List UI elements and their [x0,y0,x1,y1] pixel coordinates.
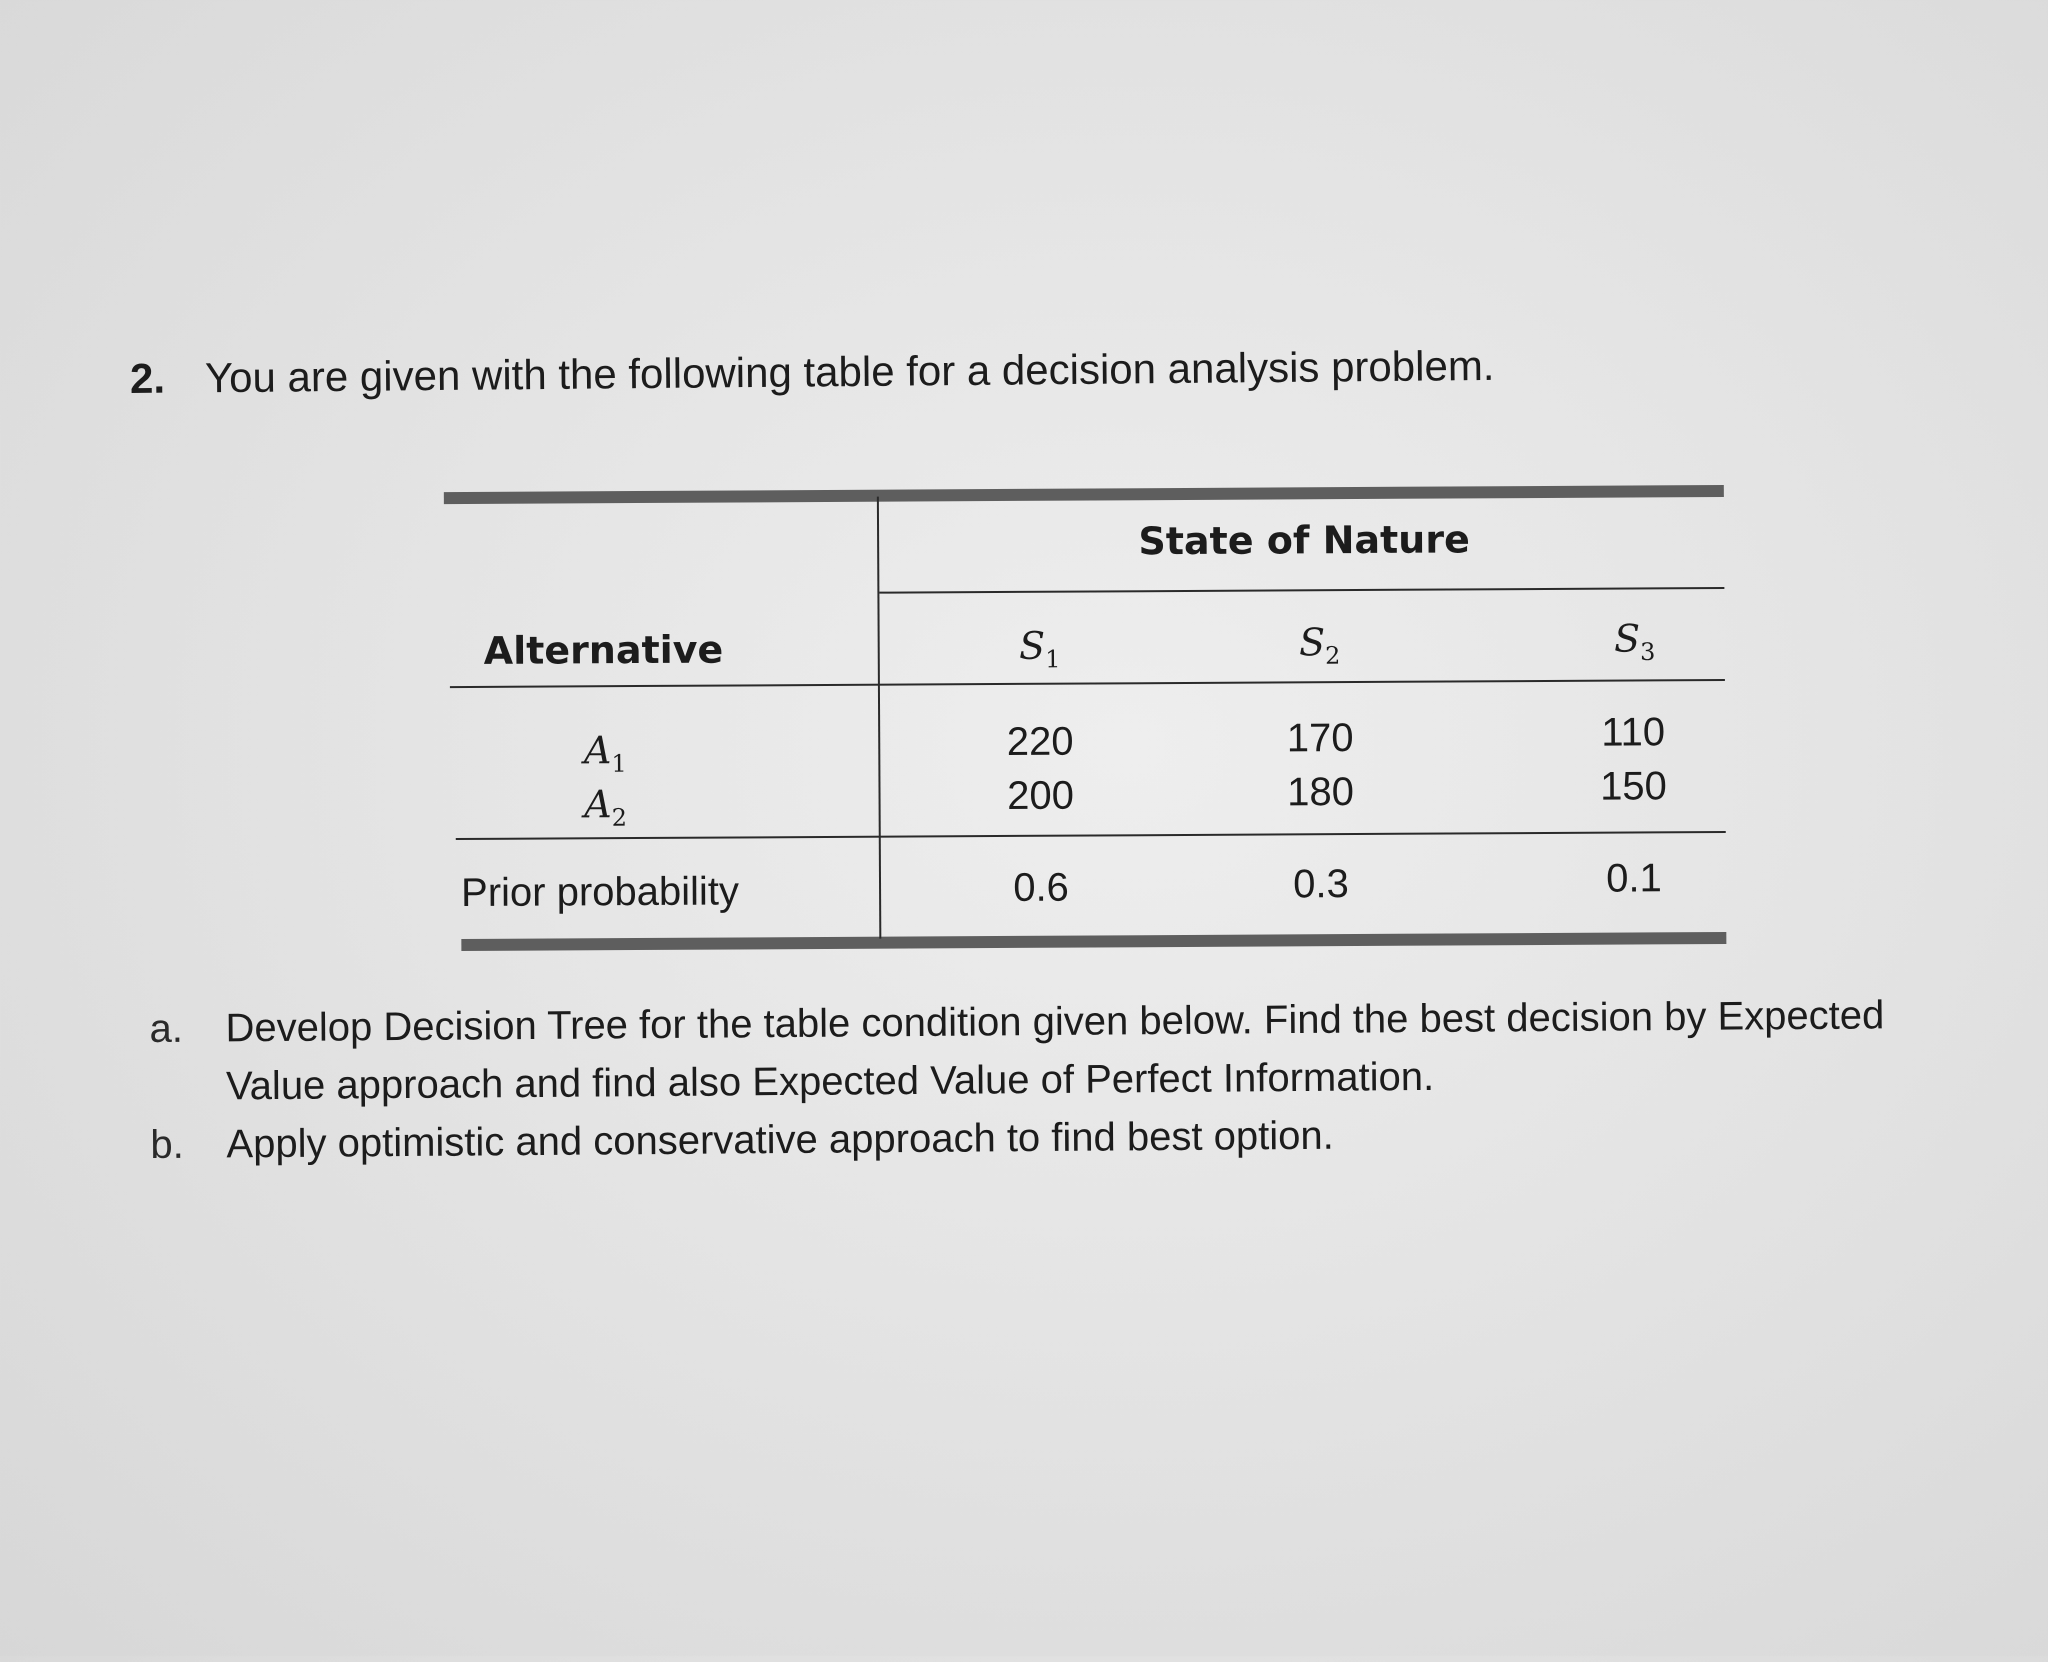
alternative-a1-label: $A_1$ [583,728,627,778]
part-b-text: Apply optimistic and conservative approach to find best option. [226,1113,1334,1167]
prior-s1: 0.6 [1013,865,1069,910]
payoff-a2-s3: 150 [1599,764,1667,809]
payoff-a1-s2: 170 [1286,716,1354,761]
state-s3-header: $S_3$ [1613,616,1656,667]
prior-s2: 0.3 [1293,862,1349,907]
part-b-label: b. [150,1122,184,1167]
prior-probability-label: Prior probability [460,869,740,916]
payoff-a2-s1: 200 [1007,773,1075,818]
state-s2-header: $S_2$ [1298,620,1341,670]
state-of-nature-header: State of Nature [1138,517,1470,564]
part-a-label: a. [149,1006,184,1052]
column-divider [877,497,881,939]
header-bottom-rule [450,679,1725,688]
table-top-rule [444,485,1724,504]
alternative-a2-label: $A_2$ [584,782,628,832]
question-text: You are given with the following table for a decision analysis problem. [204,341,1495,402]
table-bottom-rule [461,932,1726,951]
part-a-text: Develop Decision Tree for the table condition given below. Find the best decision by Expected Value approach and find also Expected Value of Perfect Information. [225,993,1885,1109]
part-a [149,986,1930,1116]
alternative-header: Alternative [483,627,724,673]
state-s1-header: $S_1$ [1018,623,1061,674]
state-header-rule [879,587,1724,594]
payoff-a2-s2: 180 [1287,770,1355,815]
payoff-a1-s1: 220 [1006,719,1074,764]
payoff-a1-s3: 110 [1601,710,1666,755]
prior-s3: 0.1 [1606,856,1662,901]
question-number: 2. [129,354,166,402]
body-bottom-rule [456,831,1726,840]
question-parts [149,986,1930,1174]
